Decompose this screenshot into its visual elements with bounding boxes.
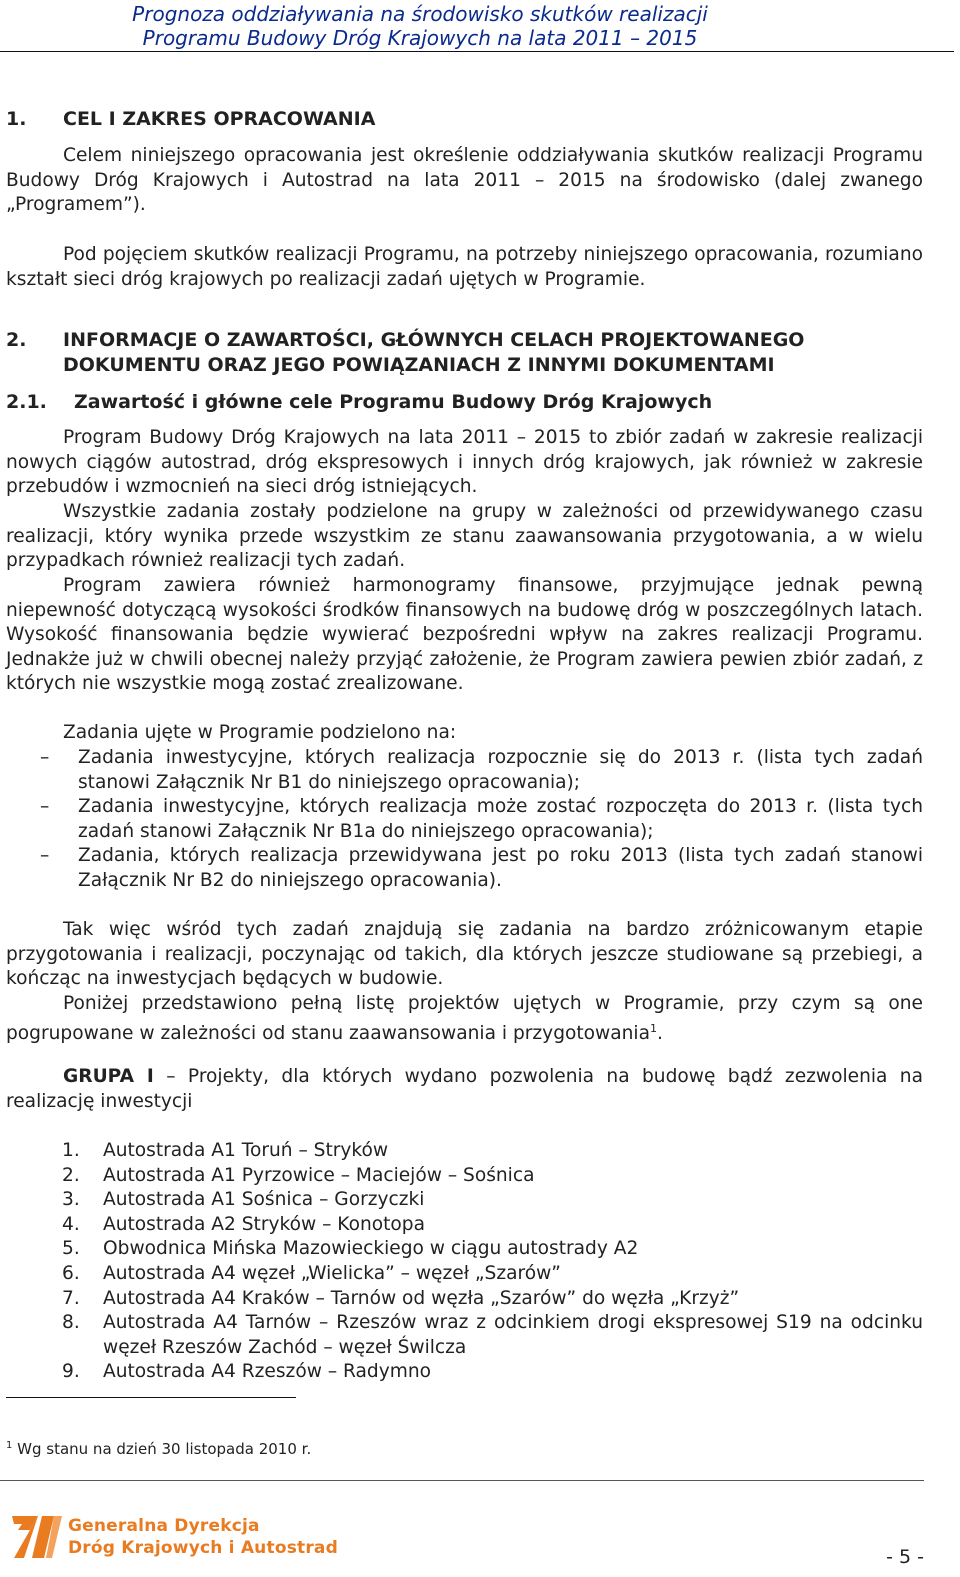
section-2-1-paragraph-1: Program Budowy Dróg Krajowych na lata 2011 – 2015 to zbiór zadań w zakresie realizacji nowych ciągów autostrad, dróg ekspresowych i innych dróg krajowych, jak również w zakresie przebudów i wzmocnień na sieci dróg istniejących. — [6, 427, 923, 498]
footnote-reference[interactable]: 1 — [649, 1021, 657, 1035]
section-2-title-line-1: INFORMACJE O ZAWARTOŚCI, GŁÓWNYCH CELACH PROJEKTOWANEGO — [63, 329, 805, 351]
section-2-1-number: 2.1. — [6, 391, 47, 413]
section-2-number: 2. — [6, 329, 27, 351]
list-item-3: Zadania, których realizacja przewidywana jest po roku 2013 (lista tych zadań stanowi Załącznik Nr B2 do niniejszego opracowania). — [78, 845, 923, 891]
paragraph-5-end: . — [656, 1022, 663, 1044]
group-1-item: Autostrada A4 węzeł „Wielicka” – węzeł „Szarów” — [103, 1263, 561, 1284]
running-header — [70, 2, 770, 50]
group-1-item-number: 4. — [62, 1214, 80, 1235]
footnote — [6, 1436, 311, 1459]
group-1-heading — [6, 1065, 923, 1114]
section-1-number: 1. — [6, 108, 27, 130]
group-1-item-number: 3. — [62, 1189, 80, 1210]
section-1-title: CEL I ZAKRES OPRACOWANIA — [63, 108, 376, 130]
group-1-item: Autostrada A4 Tarnów – Rzeszów wraz z odcinkiem drogi ekspresowej S19 na odcinku węzeł Rzeszów Zachód – węzeł Świlcza — [103, 1312, 923, 1358]
group-1-item: Autostrada A4 Kraków – Tarnów od węzła „Szarów” do węzła „Krzyż” — [103, 1288, 740, 1309]
group-1-item: Autostrada A1 Pyrzowice – Maciejów – Sośnica — [103, 1165, 535, 1186]
footnote-separator — [6, 1397, 296, 1398]
section-2-1-title: Zawartość i główne cele Programu Budowy Dróg Krajowych — [74, 391, 713, 413]
list-dash: – — [40, 796, 50, 817]
group-1-item: Autostrada A1 Toruń – Stryków — [103, 1140, 389, 1161]
group-1-item: Autostrada A2 Stryków – Konotopa — [103, 1214, 425, 1235]
group-1-item-number: 9. — [62, 1361, 80, 1382]
section-1-paragraph-1: Celem niniejszego opracowania jest określenie oddziaływania skutków realizacji Programu Budowy Dróg Krajowych i Autostrad na lata 2011 – 2015 na środowisko (dalej zwanego „Programem”). — [6, 145, 923, 216]
header-rule — [0, 51, 954, 52]
group-1-item-number: 5. — [62, 1238, 80, 1259]
header-line-1: Prognoza oddziaływania na środowisko skutków realizacji — [132, 2, 708, 26]
section-2-title-line-2: DOKUMENTU ORAZ JEGO POWIĄZANIACH Z INNYMI DOKUMENTAMI — [63, 353, 775, 376]
list-intro: Zadania ujęte w Programie podzielono na: — [63, 722, 457, 743]
header-line-2: Programu Budowy Dróg Krajowych na lata 2011 – 2015 — [142, 26, 698, 50]
section-2-1-paragraph-4: Tak więc wśród tych zadań znajdują się zadania na bardzo zróżnicowanym etapie przygotowania i realizacji, poczynając od takich, dla których jeszcze studiowane są przebiegi, a kończąc na inwestycjach będących w budowie. — [6, 919, 923, 990]
footnote-text: Wg stanu na dzień 30 listopada 2010 r. — [12, 1440, 312, 1458]
footer-logo-text — [68, 1515, 338, 1559]
list-dash: – — [40, 845, 50, 866]
group-1-item-number: 1. — [62, 1140, 80, 1161]
group-1-item: Autostrada A4 Rzeszów – Radymno — [103, 1361, 432, 1382]
section-1-paragraph-2: Pod pojęciem skutków realizacji Programu, na potrzeby niniejszego opracowania, rozumiano kształt sieci dróg krajowych po realizacji zadań ujętych w Programie. — [6, 244, 923, 290]
section-2-1-paragraph-3: Program zawiera również harmonogramy finansowe, przyjmujące jednak pewną niepewność dotyczącą wysokości środków finansowych na budowę dróg w poszczególnych latach. Wysokość finansowania będzie wywierać bezpośredni wpływ na zakres realizacji Programu. Jednakże już w chwili obecnej należy przyjąć założenie, że Program zawiera pewien zbiór zadań, z których nie wszystkie mogą zostać zrealizowane. — [6, 575, 923, 695]
logo-line-1: Generalna Dyrekcja — [68, 1516, 260, 1536]
footnote-mark: 1 — [6, 1440, 13, 1451]
group-1-item-number: 7. — [62, 1288, 80, 1309]
group-1-item: Autostrada A1 Sośnica – Gorzyczki — [103, 1189, 425, 1210]
gddkia-logo-icon — [8, 1510, 66, 1562]
group-1-item: Obwodnica Mińska Mazowieckiego w ciągu autostrady A2 — [103, 1238, 639, 1259]
group-1-label: GRUPA I — [63, 1066, 154, 1087]
group-1-text: – Projekty, dla których wydano pozwolenia na budowę bądź zezwolenia na realizację inwestycji — [6, 1066, 923, 1112]
list-item-2: Zadania inwestycyjne, których realizacja może zostać rozpoczęta do 2013 r. (lista tych zadań stanowi Załącznik Nr B1a do niniejszego opracowania); — [78, 796, 923, 842]
footer-rule — [0, 1480, 924, 1481]
list-dash: – — [40, 747, 50, 768]
logo-line-2: Dróg Krajowych i Autostrad — [68, 1538, 338, 1558]
group-1-item-number: 8. — [62, 1312, 80, 1333]
paragraph-5-text: Poniżej przedstawiono pełną listę projektów ujętych w Programie, przy czym są one pogrupowane w zależności od stanu zaawansowania i przygotowania — [6, 993, 923, 1044]
section-2-1-paragraph-2: Wszystkie zadania zostały podzielone na grupy w zależności od przewidywanego czasu realizacji, który wynika przede wszystkim ze stanu zaawansowania przygotowania, a w wielu przypadkach również realizacji tych zadań. — [6, 501, 923, 572]
page-number: - 5 - — [886, 1546, 924, 1568]
section-2-1-paragraph-5 — [6, 992, 923, 1046]
list-item-1: Zadania inwestycyjne, których realizacja rozpocznie się do 2013 r. (lista tych zadań stanowi Załącznik Nr B1 do niniejszego opracowania); — [78, 747, 923, 793]
group-1-item-number: 2. — [62, 1165, 80, 1186]
group-1-item-number: 6. — [62, 1263, 80, 1284]
section-2-title — [63, 328, 804, 377]
